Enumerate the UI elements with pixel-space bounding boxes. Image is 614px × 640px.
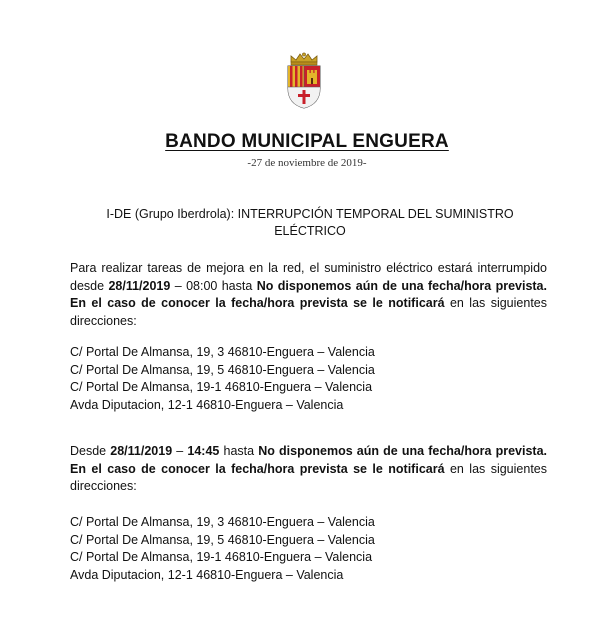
paragraph-hasta: hasta <box>217 278 257 293</box>
address-item: Avda Diputacion, 12-1 46810-Enguera – Valencia <box>70 397 344 412</box>
address-list-first <box>70 344 547 414</box>
address-item: C/ Portal De Almansa, 19, 3 46810-Enguera – Valencia <box>70 345 375 359</box>
paragraph-tail: en las siguientes direcciones: <box>70 296 547 328</box>
paragraph-bold-text: No disponemos aún de una fecha/hora prevista. En el caso de conocer la fecha/hora prevista se le notificará <box>70 444 547 476</box>
address-item: C/ Portal De Almansa, 19, 5 46810-Enguera – Valencia <box>70 362 375 377</box>
document-date: -27 de noviembre de 2019- <box>247 157 367 169</box>
paragraph-bold-text: No disponemos aún de una fecha/hora prevista. En el caso de conocer la fecha/hora prevista se le notificará <box>70 278 547 310</box>
address-item: C/ Portal De Almansa, 19-1 46810-Enguera – Valencia <box>70 380 373 395</box>
paragraph-desde: Desde <box>70 444 111 458</box>
paragraph-dash: – <box>172 444 188 458</box>
page-title: BANDO MUNICIPAL ENGUERA <box>165 131 449 152</box>
address-item: C/ Portal De Almansa, 19-1 46810-Enguera – Valencia <box>70 550 373 565</box>
paragraph-time: 14:45 <box>187 444 220 458</box>
paragraph-dash: – <box>170 278 187 293</box>
paragraph-time: 08:00 <box>186 278 218 293</box>
notice-paragraph-first <box>70 260 547 330</box>
address-item: C/ Portal De Almansa, 19, 3 46810-Enguera – Valencia <box>70 515 375 529</box>
paragraph-date: 28/11/2019 <box>110 444 173 458</box>
address-item: Avda Diputacion, 12-1 46810-Enguera – Valencia <box>70 567 344 582</box>
paragraph-intro: Para realizar tareas de mejora en la red, el suministro eléctrico estará interrumpido desde <box>70 261 547 293</box>
address-list-second <box>70 514 547 584</box>
paragraph-hasta: hasta <box>219 444 259 458</box>
municipal-coat-of-arms-icon <box>283 52 325 110</box>
notice-subtitle: I-DE (Grupo Iberdrola): INTERRUPCIÓN TEMPORAL DEL SUMINISTRO ELÉCTRICO <box>106 207 514 238</box>
paragraph-date: 28/11/2019 <box>108 278 171 293</box>
notice-paragraph-second <box>70 443 547 496</box>
paragraph-tail: en las siguientes direcciones: <box>70 461 547 493</box>
address-item: C/ Portal De Almansa, 19, 5 46810-Enguera – Valencia <box>70 532 375 547</box>
